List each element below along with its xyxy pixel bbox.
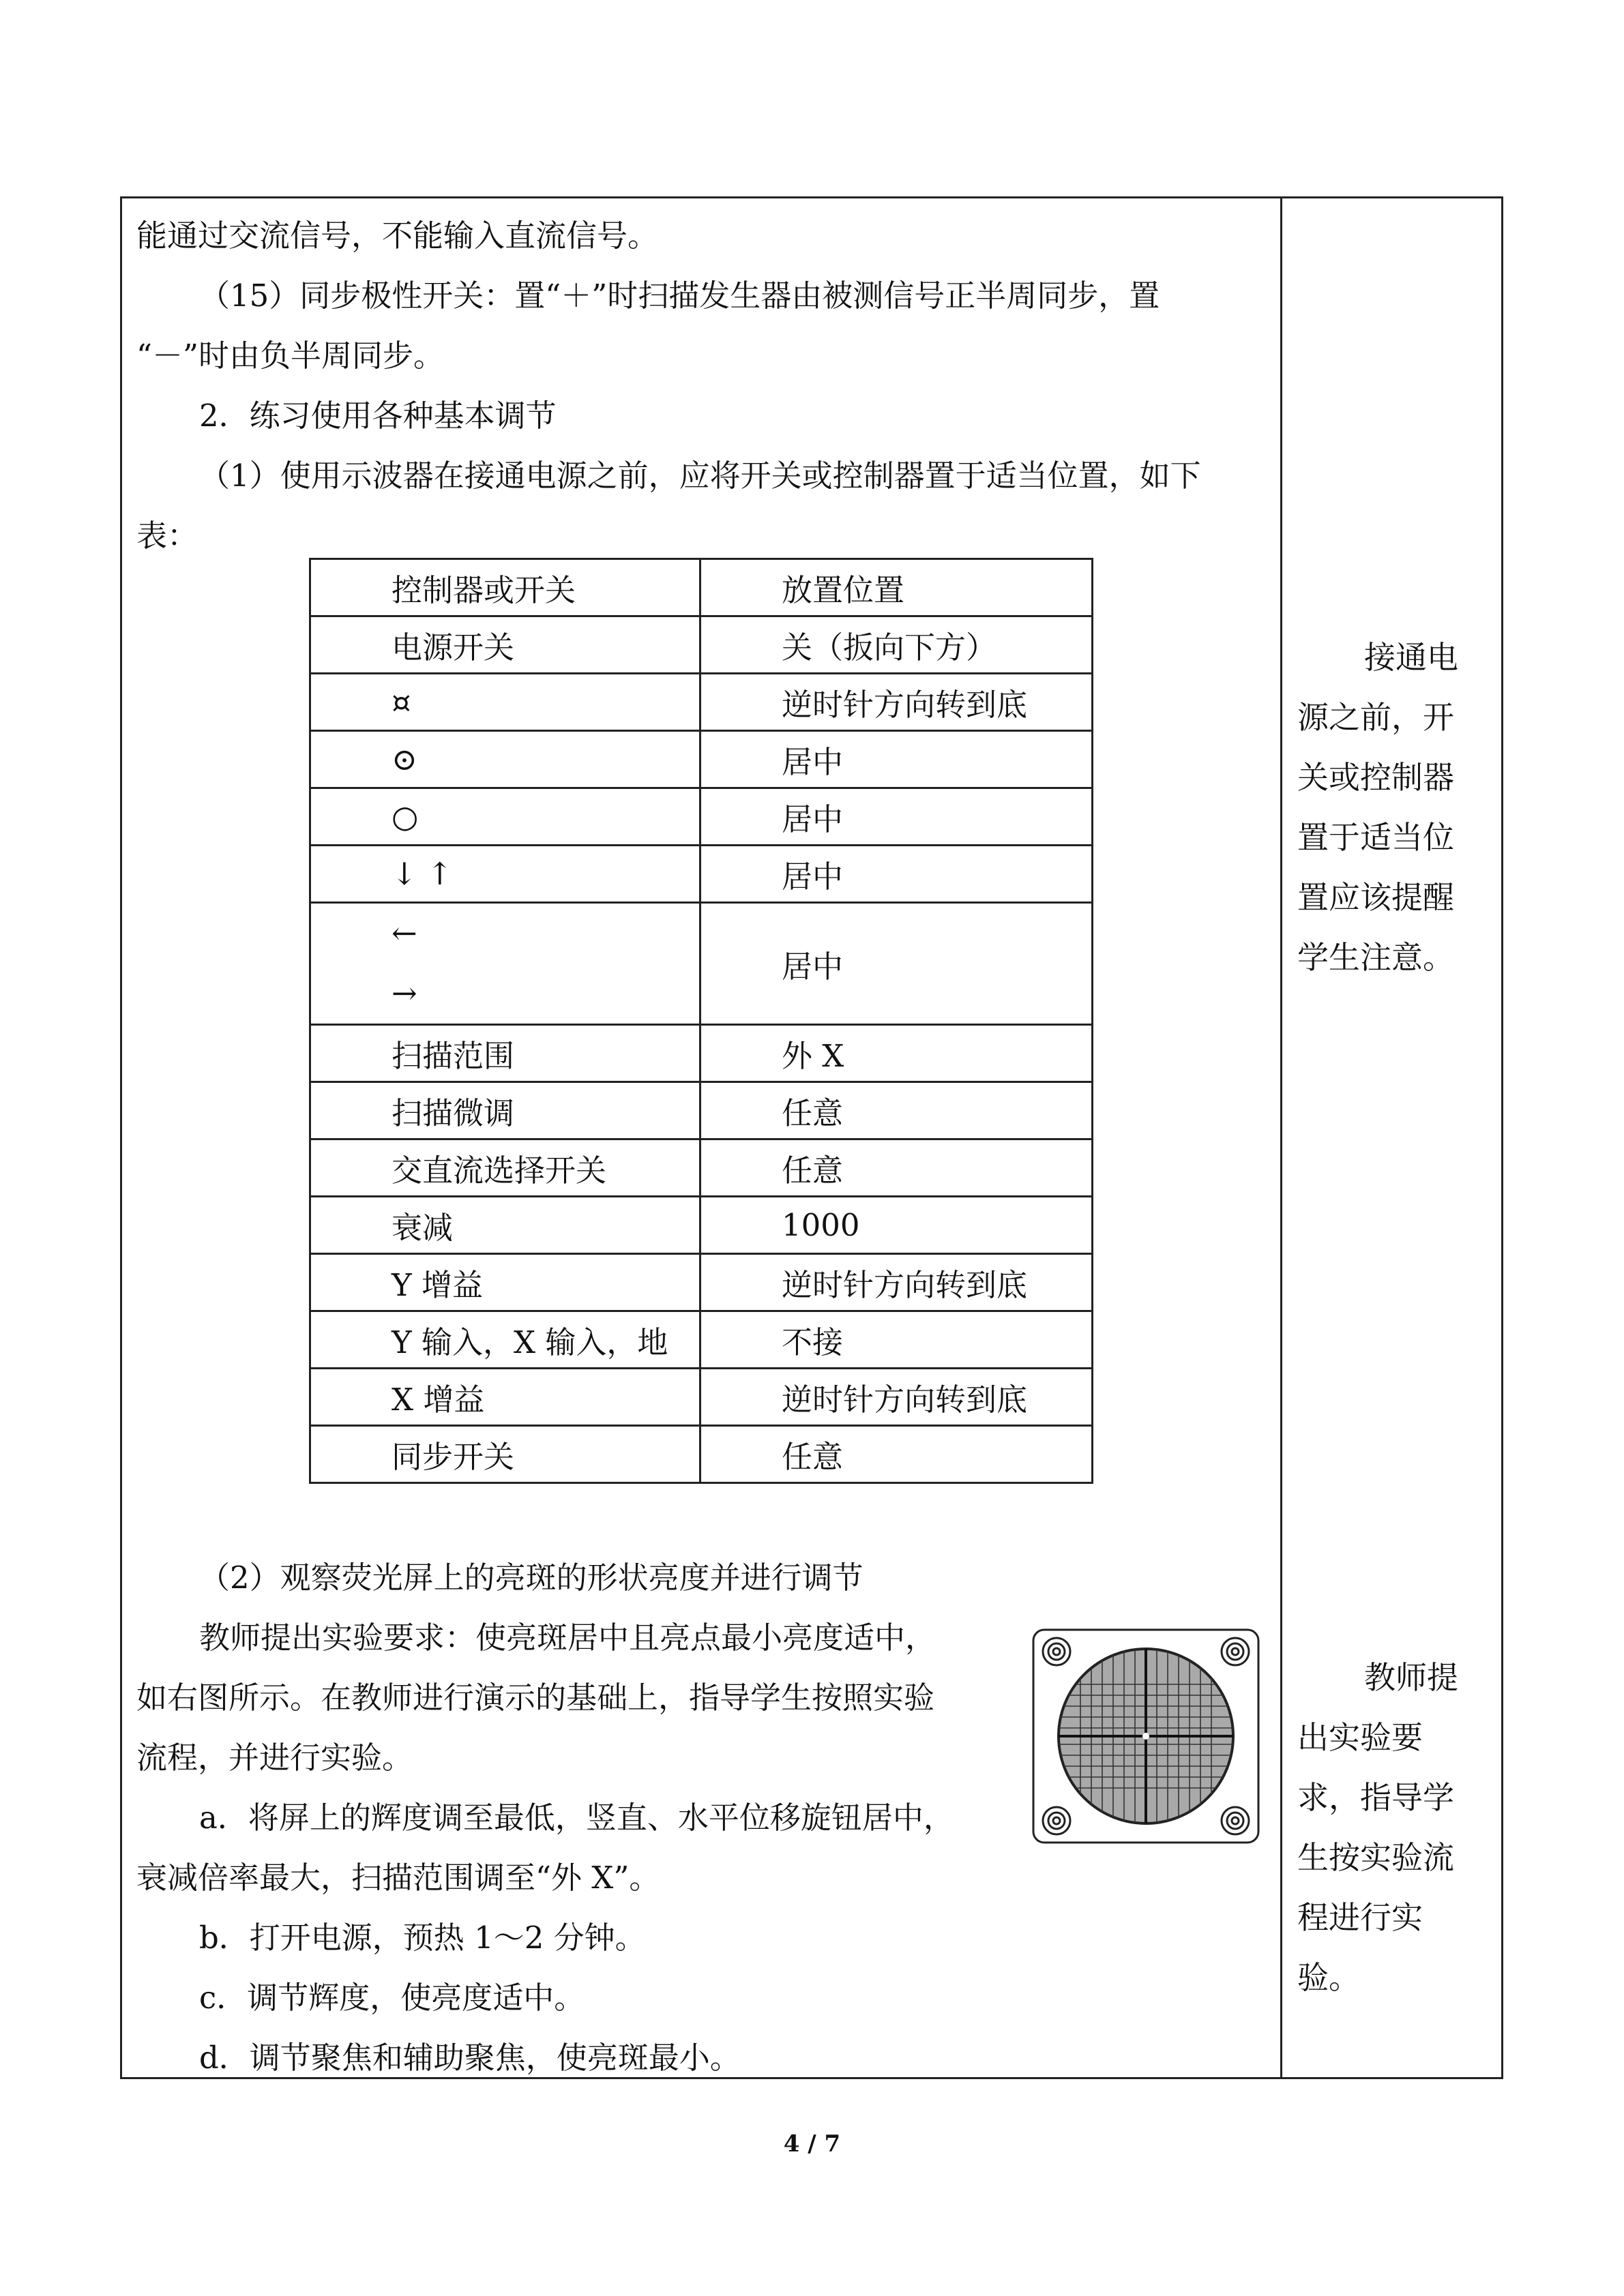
table-header-cell: 控制器或开关 — [310, 559, 700, 616]
left-arrow-icon: ← — [392, 915, 417, 951]
table-cell — [310, 903, 700, 1025]
side-note-line: 接通电 — [1364, 639, 1458, 676]
table-row — [310, 1254, 1093, 1311]
table-cell: ¤ — [310, 674, 700, 731]
table-cell: 居中 — [700, 788, 1093, 846]
table-row — [310, 1025, 1093, 1082]
table-cell: Y 增益 — [310, 1254, 700, 1311]
table-cell: 1000 — [700, 1197, 1093, 1254]
side-note-line: 置应该提醒 — [1297, 879, 1454, 916]
paragraph-line: 教师提出实验要求：使亮斑居中且亮点最小亮度适中， — [199, 1620, 936, 1656]
settings-table — [309, 558, 1093, 1484]
page-number: 4 / 7 — [783, 2130, 841, 2158]
side-note-line: 源之前，开 — [1297, 699, 1454, 736]
paragraph-line: 表： — [136, 518, 198, 554]
side-note-line: 求，指导学 — [1297, 1779, 1454, 1816]
table-cell: 扫描微调 — [310, 1082, 700, 1139]
table-cell: X 增益 — [310, 1369, 700, 1426]
paragraph-line: 能通过交流信号，不能输入直流信号。 — [136, 218, 659, 254]
side-note-line: 生按实验流 — [1297, 1839, 1454, 1876]
oscilloscope-screen-figure — [1032, 1628, 1260, 1844]
paragraph-line: （15）同步极性开关：置“＋”时扫描发生器由被测信号正半周同步，置 — [199, 278, 1160, 314]
paragraph-line: “－”时由负半周同步。 — [136, 338, 445, 374]
paragraph-line: c．调节辉度，使亮度适中。 — [199, 1980, 585, 2016]
side-note-line: 关或控制器 — [1297, 759, 1454, 796]
table-cell: 居中 — [700, 731, 1093, 788]
table-cell: 居中 — [700, 903, 1093, 1025]
table-cell: ⊙ — [310, 731, 700, 788]
paragraph-line: 流程，并进行实验。 — [136, 1740, 413, 1776]
table-cell: 居中 — [700, 846, 1093, 903]
table-cell: 外 X — [700, 1025, 1093, 1082]
column-divider — [1280, 196, 1282, 2079]
paragraph-line: 2．练习使用各种基本调节 — [199, 398, 557, 434]
table-cell: 任意 — [700, 1082, 1093, 1139]
table-row — [310, 1369, 1093, 1426]
table-cell: 逆时针方向转到底 — [700, 674, 1093, 731]
side-note-line: 程进行实 — [1297, 1899, 1423, 1936]
side-note-line: 学生注意。 — [1297, 939, 1454, 976]
table-cell: 衰减 — [310, 1197, 700, 1254]
table-cell: 扫描范围 — [310, 1025, 700, 1082]
paragraph-line: b．打开电源，预热 1～2 分钟。 — [199, 1920, 646, 1956]
table-row — [310, 1082, 1093, 1139]
paragraph-line: （1）使用示波器在接通电源之前，应将开关或控制器置于适当位置，如下 — [199, 458, 1201, 494]
table-cell: 任意 — [700, 1139, 1093, 1197]
table-cell: 关（扳向下方） — [700, 616, 1093, 674]
table-row — [310, 1311, 1093, 1369]
paragraph-line: 如右图所示。在教师进行演示的基础上，指导学生按照实验 — [136, 1680, 935, 1716]
table-cell: 逆时针方向转到底 — [700, 1369, 1093, 1426]
table-header-cell: 放置位置 — [700, 559, 1093, 616]
paragraph-line: d．调节聚焦和辅助聚焦，使亮斑最小。 — [199, 2040, 741, 2076]
paragraph-line: 衰减倍率最大，扫描范围调至“外 X”。 — [136, 1860, 660, 1896]
side-note-line: 验。 — [1297, 1959, 1360, 1996]
table-row — [310, 674, 1093, 731]
table-cell: 同步开关 — [310, 1426, 700, 1483]
table-row — [310, 846, 1093, 903]
table-cell: 电源开关 — [310, 616, 700, 674]
table-cell: 任意 — [700, 1426, 1093, 1483]
side-note-line: 教师提 — [1364, 1659, 1458, 1696]
table-cell: ↓ ↑ — [310, 846, 700, 903]
table-row — [310, 616, 1093, 674]
table-row — [310, 788, 1093, 846]
table-row — [310, 1197, 1093, 1254]
table-cell: ○ — [310, 788, 700, 846]
side-note-line: 置于适当位 — [1297, 819, 1454, 856]
table-row — [310, 731, 1093, 788]
table-cell: 逆时针方向转到底 — [700, 1254, 1093, 1311]
table-cell: 交直流选择开关 — [310, 1139, 700, 1197]
side-note-line: 出实验要 — [1297, 1719, 1423, 1756]
paragraph-line: a．将屏上的辉度调至最低，竖直、水平位移旋钮居中， — [199, 1800, 954, 1836]
paragraph-line: （2）观察荧光屏上的亮斑的形状亮度并进行调节 — [199, 1560, 863, 1596]
table-cell: 不接 — [700, 1311, 1093, 1369]
table-header-row — [310, 559, 1093, 616]
table-row — [310, 1139, 1093, 1197]
table-cell: Y 输入，X 输入，地 — [310, 1311, 700, 1369]
right-arrow-icon: → — [392, 975, 417, 1011]
table-row — [310, 903, 1093, 1025]
table-row — [310, 1426, 1093, 1483]
